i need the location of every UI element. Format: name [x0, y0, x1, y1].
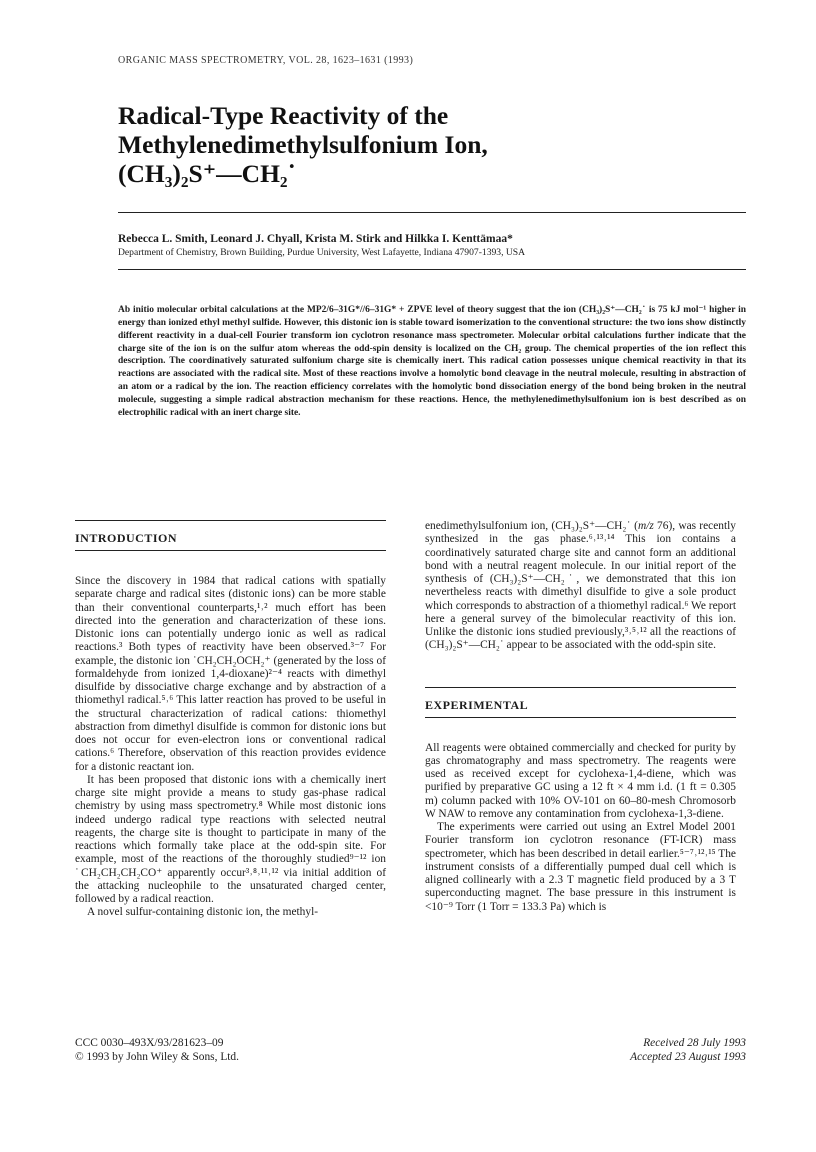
- received-date: Received 28 July 1993: [643, 1037, 746, 1049]
- authors: Rebecca L. Smith, Leonard J. Chyall, Krista M. Stirk and Hilkka I. Kenttämaa*: [118, 233, 513, 245]
- column-right: [425, 520, 736, 914]
- copyright: © 1993 by John Wiley & Sons, Ltd.: [75, 1051, 239, 1063]
- footer-right: [630, 1036, 746, 1064]
- intro-paragraph-3: A novel sulfur-containing distonic ion, the methyl-: [87, 906, 319, 919]
- journal-header: ORGANIC MASS SPECTROMETRY, VOL. 28, 1623–1631 (1993): [118, 55, 414, 66]
- rule-abstract: [118, 269, 746, 270]
- title-line-1: Radical-Type Reactivity of the: [118, 101, 449, 130]
- experimental-paragraph-1: All reagents were obtained commercially and checked for purity by gas chromatography and mass spectrometry. The reagents were used as received except for cyclohexa-1,4-diene, which was purified by preparative GC using a 12 ft × 4 mm i.d. (1 ft = 0.305 m) column packed with 10% OV-101 on 60–80-mesh Chromosorb W NAW to remove any contamination from cyclohexa-1,3-diene.: [425, 741, 736, 820]
- title-line-3: (CH₃)₂S⁺—CH₂˙: [118, 159, 297, 188]
- intro-paragraph-2: It has been proposed that distonic ions with a chemically inert charge site might provide a means to study gas-phase radical chemistry by using mass spectrometry.⁸ While most distonic ions indeed undergo radical type reactions with selected neutral reagents, the charge site is thought to participate in many of the reactions which formally take place at the odd-spin site. For example, most of the reactions of the thoroughly studied⁹⁻¹² ion ˙CH₂CH₂CH₂CO⁺ apparently occur³˒⁸˒¹¹˒¹² via initial addition of the attacking nucleophile to the unsaturated charged center, followed by a radical reaction.: [75, 773, 386, 905]
- footer-left: [75, 1036, 239, 1064]
- accepted-date: Accepted 23 August 1993: [630, 1051, 746, 1063]
- column-left: [75, 520, 386, 932]
- intro-paragraph-1: Since the discovery in 1984 that radical cations with spatially separate charge and radical sites (distonic ions) can be more stable than their conventional counterparts,¹˒² much effort has been directed into the generation and characterization of these ions. Distonic ions can potentially undergo ionic as well as radical reactions.³ Both types of reactivity have been observed.³⁻⁷ For example, the distonic ion ˙CH₂CH₂OCH₂⁺ (generated by the loss of formaldehyde from ionized 1,4-dioxane)²⁻⁴ reacts with dimethyl disulfide by dissociative charge exchange and by abstraction of a thiomethyl radical.⁵˒⁶ This latter reaction has proved to be useful in the structural characterization of radical cations: thiomethyl abstraction from dimethyl disulfide is common for distonic ions but does not occur for even-electron ions or conventional radical cations.⁶ Therefore, observation of this reaction provides evidence for a distonic reactant ion.: [75, 575, 386, 773]
- abstract: Ab initio molecular orbital calculations at the MP2/6–31G*//6–31G* + ZPVE level of theory suggest that the ion (CH₃)₂S⁺—CH₂˙ is 75 kJ mol⁻¹ higher in energy than ionized ethyl methyl sulfide. However, this distonic ion is stable toward isomerization to the conventional structure: the two ions show distinctly different reactivity in a dual-cell Fourier transform ion cyclotron resonance mass spectrometer. Molecular orbital calculations further indicate that the charge site of the ion is on the sulfur atom whereas the odd-spin density is localized on the CH₂ group. The chemical properties of the ion reflect this description. The coordinatively saturated sulfonium charge site is chemically inert. This radical cation possesses unique chemical reactivity in that its reactions are associated with the radical site. Most of these reactions involve a homolytic bond cleavage in the neutral molecule, resulting in abstraction of an atom or a radical by the ion. The reaction efficiency correlates with the homolytic bond dissociation energy of the bond being broken in the neutral molecule, suggesting a simple radical abstraction mechanism for these reactions. Hence, the methylenedimethylsulfonium ion is best described as on electrophilic radical with an inert charge site.: [118, 305, 746, 418]
- affiliation: Department of Chemistry, Brown Building, Purdue University, West Lafayette, Indiana 47907-1393, USA: [118, 247, 526, 258]
- section-heading-experimental: EXPERIMENTAL: [425, 687, 736, 718]
- article-title: [118, 101, 738, 188]
- title-line-2: Methylenedimethylsulfonium Ion,: [118, 130, 488, 159]
- experimental-paragraph-2: The experiments were carried out using an Extrel Model 2001 Fourier transform ion cyclotron resonance (FT-ICR) mass spectrometer, which has been described in detail earlier.⁵⁻⁷˒¹²˒¹⁵ The instrument consists of a differentially pumped dual cell which is aligned collinearly with a 2.3 T magnetic field produced by a 3 T superconducting magnet. The base pressure in this instrument is <10⁻⁹ Torr (1 Torr = 133.3 Pa) which is: [425, 821, 736, 913]
- issn-code: CCC 0030–493X/93/281623–09: [75, 1037, 224, 1049]
- rule-top: [118, 212, 746, 213]
- intro-paragraph-3-continued: enedimethylsulfonium ion, (CH₃)₂S⁺—CH₂˙ (m/z 76), was recently synthesized in the gas phase.⁶˒¹³˒¹⁴ This ion contains a coordinatively saturated charge site and cannot form an additional bond with a neutral reagent molecule. In our initial report of the synthesis of (CH₃)₂S⁺—CH₂˙, we demonstrated that this ion nevertheless reacts with dimethyl disulfide to give a sole product which corresponds to abstraction of a thiomethyl radical.⁶ We report here a general survey of the bimolecular reactivity of this ion. Unlike the distonic ions studied previously,³˒⁵˒¹² all the reactions of (CH₃)₂S⁺—CH₂˙ appear to be associated with the odd-spin site.: [425, 520, 736, 652]
- section-heading-introduction: INTRODUCTION: [75, 520, 386, 551]
